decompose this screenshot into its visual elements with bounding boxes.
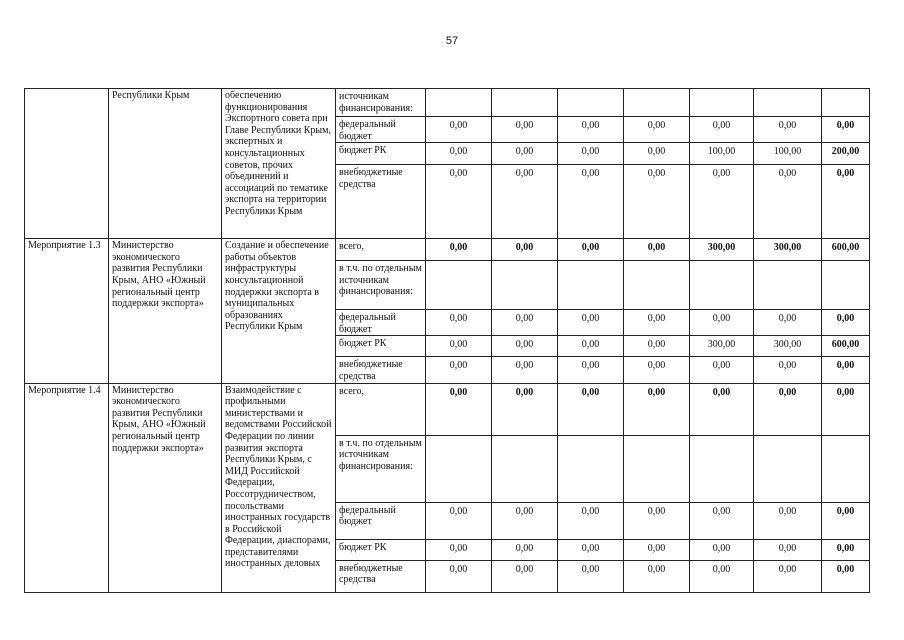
amount-cell: 0,00 [754,560,822,592]
amount-cell: 0,00 [754,502,822,539]
funding-source: бюджет РК [336,143,426,165]
activity-number [25,89,109,239]
amount-cell: 300,00 [754,336,822,357]
amount-cell: 0,00 [426,165,492,239]
amount-cell [690,89,754,117]
amount-cell: 0,00 [558,239,624,261]
amount-cell [822,435,870,502]
amount-cell: 0,00 [492,502,558,539]
amount-cell [624,89,690,117]
amount-cell [754,435,822,502]
amount-cell [558,261,624,310]
amount-cell: 600,00 [822,239,870,261]
amount-cell [558,435,624,502]
amount-cell: 0,00 [754,310,822,336]
amount-cell: 0,00 [624,336,690,357]
amount-cell [624,261,690,310]
amount-cell: 0,00 [492,310,558,336]
activity-description: обеспечению функционирования Экспортного совета при Главе Республики Крым, экспертных и консультационных советов, прочих объединений и ассоциаций по тематике экспорта на территории Республики Крым [222,89,336,239]
activity-description: Взаимодействие с профильными министерствами и ведомствами Российской Федерации по линии развития экспорта Республики Крым, с МИД Российской Федерации, Россотрудничеством, посольствами иностранных государств в Российской Федерации, диаспорами, представителями иностранных деловых [222,383,336,592]
amount-cell: 0,00 [624,383,690,435]
amount-cell: 0,00 [558,165,624,239]
amount-cell: 0,00 [624,310,690,336]
amount-cell: 0,00 [426,336,492,357]
amount-cell: 0,00 [558,117,624,143]
funding-source: внебюджетные средства [336,357,426,383]
funding-source: федеральный бюджет [336,117,426,143]
amount-cell: 0,00 [558,336,624,357]
amount-cell: 0,00 [492,143,558,165]
funding-source: внебюджетные средства [336,165,426,239]
amount-cell: 0,00 [690,383,754,435]
block-1-4 [25,383,870,592]
amount-cell: 0,00 [822,310,870,336]
amount-cell: 0,00 [492,383,558,435]
amount-cell [558,89,624,117]
amount-cell: 0,00 [492,239,558,261]
table-row [25,383,870,435]
amount-cell: 0,00 [426,117,492,143]
amount-cell: 0,00 [754,539,822,560]
amount-cell: 0,00 [822,165,870,239]
table-row [25,239,870,261]
amount-cell: 0,00 [754,383,822,435]
amount-cell: 0,00 [492,560,558,592]
amount-cell: 600,00 [822,336,870,357]
funding-source: бюджет РК [336,539,426,560]
amount-cell: 200,00 [822,143,870,165]
amount-cell: 0,00 [426,560,492,592]
amount-cell: 0,00 [492,117,558,143]
responsible-executor: Министерство экономического развития Республики Крым, АНО «Южный региональный центр поддержки экспорта» [109,383,222,592]
amount-cell [690,435,754,502]
amount-cell [624,435,690,502]
amount-cell: 0,00 [624,539,690,560]
amount-cell: 0,00 [624,357,690,383]
amount-cell: 0,00 [690,539,754,560]
amount-cell [492,435,558,502]
amount-cell [754,261,822,310]
funding-source: всего, [336,383,426,435]
amount-cell: 0,00 [754,165,822,239]
amount-cell: 0,00 [822,383,870,435]
amount-cell: 0,00 [558,383,624,435]
amount-cell: 0,00 [690,560,754,592]
amount-cell: 0,00 [492,357,558,383]
amount-cell: 0,00 [754,357,822,383]
amount-cell: 0,00 [558,539,624,560]
amount-cell: 100,00 [690,143,754,165]
amount-cell: 0,00 [624,560,690,592]
amount-cell: 0,00 [690,165,754,239]
amount-cell: 0,00 [426,539,492,560]
amount-cell: 0,00 [492,165,558,239]
activity-description: Создание и обеспечение работы объектов инфраструктуры консультационной поддержки экспорта в муниципальных образованиях Республики Крым [222,239,336,383]
amount-cell: 300,00 [690,336,754,357]
amount-cell: 0,00 [558,310,624,336]
responsible-executor: Республики Крым [109,89,222,239]
amount-cell: 0,00 [822,117,870,143]
amount-cell: 0,00 [558,143,624,165]
amount-cell: 0,00 [822,357,870,383]
amount-cell: 0,00 [624,502,690,539]
funding-source: внебюджетные средства [336,560,426,592]
amount-cell: 0,00 [690,502,754,539]
amount-cell: 0,00 [558,560,624,592]
amount-cell [426,435,492,502]
amount-cell: 0,00 [690,357,754,383]
amount-cell: 0,00 [558,502,624,539]
amount-cell [492,89,558,117]
amount-cell [492,261,558,310]
amount-cell: 0,00 [492,539,558,560]
block-1-3 [25,239,870,383]
funding-source: в т.ч. по отдельным источникам финансирования: [336,435,426,502]
activity-number: Мероприятие 1.3 [25,239,109,383]
amount-cell [754,89,822,117]
amount-cell: 0,00 [624,117,690,143]
amount-cell: 0,00 [426,502,492,539]
amount-cell [690,261,754,310]
page-number: 57 [445,35,459,47]
amount-cell: 0,00 [426,143,492,165]
amount-cell: 0,00 [426,239,492,261]
amount-cell [426,261,492,310]
funding-source: всего, [336,239,426,261]
amount-cell: 0,00 [492,336,558,357]
funding-source: в т.ч. по отдельным источникам финансирования: [336,261,426,310]
amount-cell: 0,00 [822,560,870,592]
amount-cell: 100,00 [754,143,822,165]
amount-cell: 0,00 [624,239,690,261]
amount-cell: 0,00 [690,310,754,336]
amount-cell: 300,00 [690,239,754,261]
amount-cell: 0,00 [426,357,492,383]
amount-cell: 0,00 [426,310,492,336]
amount-cell: 0,00 [624,143,690,165]
amount-cell: 0,00 [690,117,754,143]
amount-cell: 300,00 [754,239,822,261]
amount-cell: 0,00 [822,502,870,539]
table-row [25,89,870,117]
amount-cell [822,261,870,310]
funding-source: источникам финансирования: [336,89,426,117]
amount-cell [426,89,492,117]
amount-cell: 0,00 [822,539,870,560]
activity-number: Мероприятие 1.4 [25,383,109,592]
amount-cell: 0,00 [624,165,690,239]
financing-table [24,88,870,593]
amount-cell: 0,00 [558,357,624,383]
funding-source: федеральный бюджет [336,502,426,539]
funding-source: бюджет РК [336,336,426,357]
block-top [25,89,870,239]
funding-source: федеральный бюджет [336,310,426,336]
amount-cell: 0,00 [426,383,492,435]
responsible-executor: Министерство экономического развития Республики Крым, АНО «Южный региональный центр поддержки экспорта» [109,239,222,383]
amount-cell [822,89,870,117]
amount-cell: 0,00 [754,117,822,143]
